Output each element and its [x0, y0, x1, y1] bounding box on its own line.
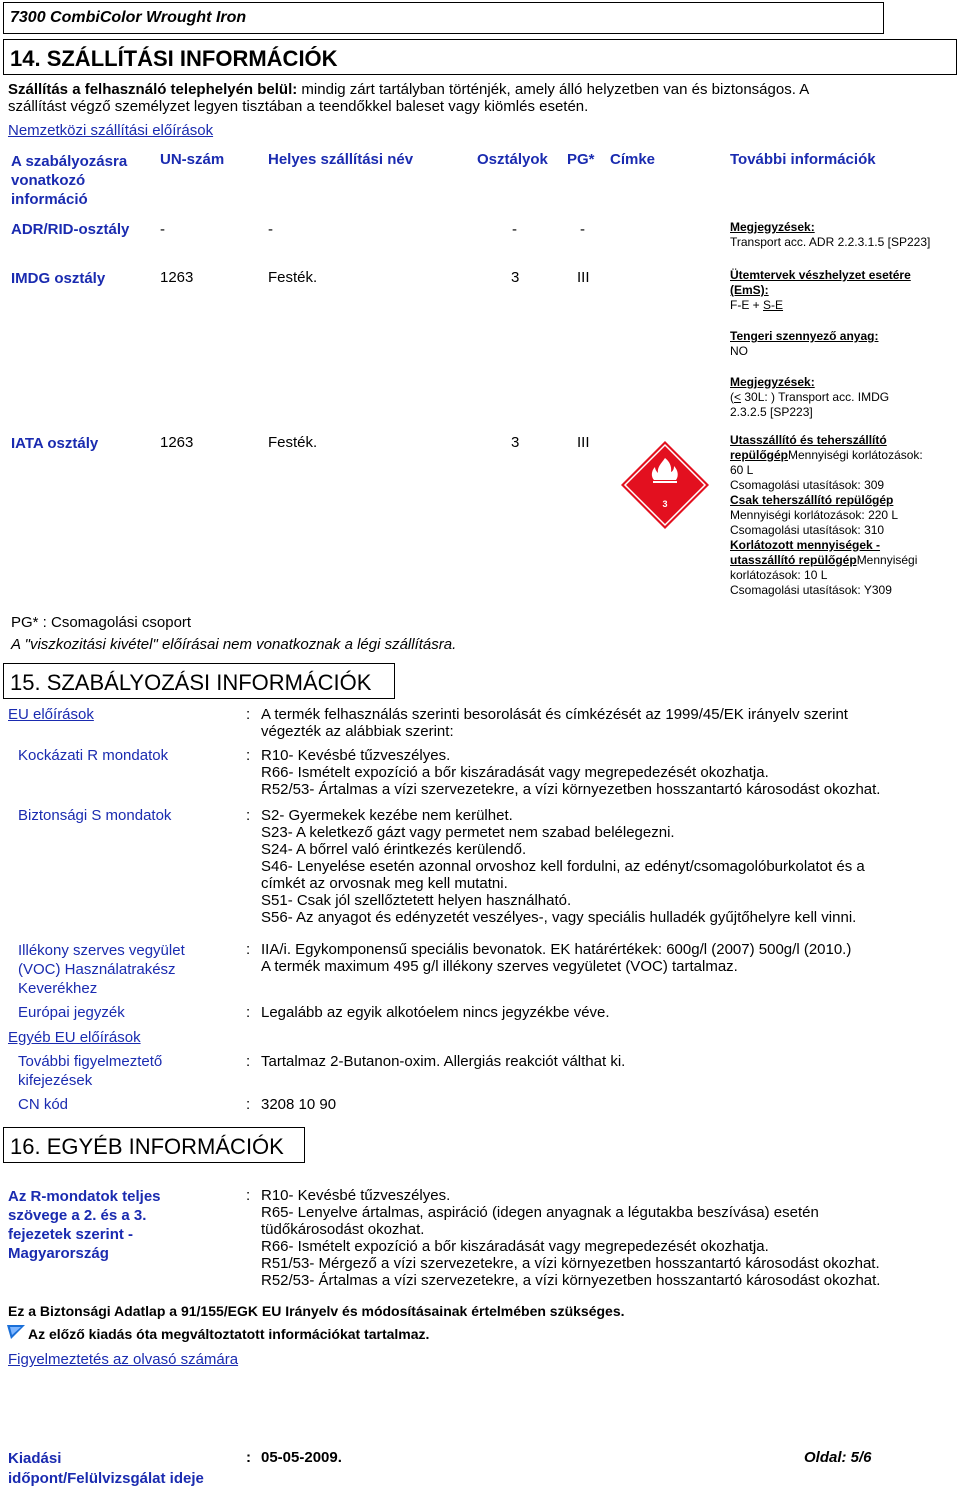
warning-phrases-value: Tartalmaz 2-Butanon-oxim. Allergiás reakciót válthat ki. [261, 1053, 626, 1070]
cn-code-label: CN kód [18, 1096, 69, 1113]
r-phrase-full: R51/53- Mérgező a vízi szervezetekre, a vízi környezetben hosszantartó károsodást okozhat. [261, 1255, 880, 1272]
pax-l3: Csomagolási utasítások: 309 [730, 478, 885, 492]
s-phrase: címkét az orvosnak meg kell mutatni. [261, 875, 508, 892]
directive-statement: Ez a Biztonsági Adatlap a 91/155/EGK EU Irányelv és módosításainak értelmében szükséges. [8, 1303, 625, 1319]
colon: : [246, 807, 251, 824]
header-classes: Osztályok [477, 151, 548, 168]
header-label: Címke [610, 151, 656, 168]
issue-date-label [8, 1449, 204, 1489]
eu-regulations-link[interactable]: EU előírások [8, 706, 94, 723]
lq-title-1: Korlátozott mennyiségek - [730, 538, 881, 552]
intl-transport-link[interactable]: Nemzetközi szállítási előírások [8, 122, 214, 139]
s-phrases-list [261, 807, 951, 926]
imdg-pg: III [577, 269, 590, 286]
header-shipping-name: Helyes szállítási név [268, 151, 414, 168]
iata-class: 3 [511, 434, 520, 451]
section-16-title: 16. EGYÉB INFORMÁCIÓK [10, 1134, 284, 1159]
r-phrase-full: R52/53- Ártalmas a vízi szervezetekre, a vízi környezetben hosszantartó károsodást okozhat. [261, 1272, 881, 1289]
intro-line2: szállítást végző személyzet legyen tisztában a teendőkkel baleset vagy kiömlés esetén. [8, 98, 589, 115]
issue-label-l1: Kiadási [8, 1450, 62, 1467]
s-phrase: S56- Az anyagot és edényzetét veszélyes-, vagy speciális hulladék gyűjtőhelyre kell vinni. [261, 909, 857, 926]
r-phrase: R66- Ismételt expozíció a bőr kiszáradását vagy megrepedezését okozhatja. [261, 764, 769, 781]
imdg-notes [730, 268, 955, 420]
r-phrases-label: Kockázati R mondatok [18, 747, 169, 764]
section-15-heading [3, 663, 395, 699]
rfull-label-l2: szövege a 2. és a 3. [8, 1207, 147, 1224]
colon: : [246, 706, 251, 723]
adr-class: - [512, 221, 517, 238]
cargo-l1: Mennyiségi korlátozások: 220 L [730, 508, 899, 522]
voc-text [261, 941, 951, 975]
voc-label [18, 941, 185, 998]
issue-label-l2: időpont/Felülvizsgálat ideje [8, 1470, 204, 1487]
cargo-title: Csak teherszállító repülőgép [730, 493, 894, 507]
section-16-heading [3, 1127, 305, 1163]
imdg-notes-l1: (< 30L: ) Transport acc. IMDG [730, 390, 890, 404]
marine-pollutant-value: NO [730, 344, 748, 358]
s-phrase: S24- A bőrrel való érintkezés kerülendő. [261, 841, 527, 858]
product-title: 7300 CombiColor Wrought Iron [10, 9, 247, 26]
page-number: Oldal: 5/6 [804, 1449, 872, 1466]
reader-notice-link[interactable]: Figyelmeztetés az olvasó számára [8, 1351, 239, 1368]
intro-bold: Szállítás a felhasználó telephelyén belül: [8, 81, 298, 98]
r-phrases-list [261, 747, 880, 798]
adr-name: - [268, 221, 273, 238]
warning-phrases-label [18, 1052, 162, 1090]
pax-l2: 60 L [730, 463, 754, 477]
eu-l1: A termék felhasználás szerinti besorolását és címkézését az 1999/45/EK irányelv szerint [261, 706, 848, 723]
european-inventory-label: Európai jegyzék [18, 1004, 125, 1021]
voc-label-l3: Keverékhez [18, 980, 98, 997]
voc-label-l2: (VOC) Használatrakész [18, 961, 176, 978]
iata-name: Festék. [268, 434, 318, 451]
lq-l1: Mennyiségi [856, 553, 918, 567]
warning-label-l1: További figyelmeztető [18, 1053, 163, 1070]
adr-notes-title: Megjegyzések: [730, 220, 815, 234]
header-pg: PG* [567, 151, 595, 168]
adr-row-label: ADR/RID-osztály [11, 221, 130, 238]
european-inventory-value: Legalább az egyik alkotóelem nincs jegyzékbe véve. [261, 1004, 610, 1021]
r-phrases-full-label [8, 1187, 161, 1263]
imdg-un: 1263 [160, 269, 194, 286]
ems-codes [730, 298, 955, 313]
rfull-label-l4: Magyarország [8, 1245, 109, 1262]
r-phrase: R10- Kevésbé tűzveszélyes. [261, 747, 451, 764]
section-15-title: 15. SZABÁLYOZÁSI INFORMÁCIÓK [10, 670, 372, 695]
s-phrase: S2- Gyermekek kezébe nem kerülhet. [261, 807, 513, 824]
eu-l2: végezték az alábbiak szerint: [261, 723, 454, 740]
section-14-title: 14. SZÁLLÍTÁSI INFORMÁCIÓK [10, 46, 338, 71]
cn-code-value: 3208 10 90 [261, 1096, 337, 1113]
imdg-row-label: IMDG osztály [11, 270, 106, 287]
r-phrase-full: R10- Kevésbé tűzveszélyes. [261, 1187, 451, 1204]
adr-notes-text: Transport acc. ADR 2.2.3.1.5 [SP223] [730, 235, 931, 249]
change-marker-icon [7, 1325, 25, 1339]
ems-se: S-E [763, 298, 784, 312]
document-header [3, 2, 884, 34]
issue-date-value: 05-05-2009. [261, 1449, 342, 1466]
voc-l2: A termék maximum 495 g/l illékony szerves vegyületet (VOC) tartalmaz. [261, 958, 738, 975]
flammable-liquid-hazard-icon [620, 440, 710, 530]
viscosity-exemption-note: A "viszkozitási kivétel" előírásai nem vonatkoznak a légi szállításra. [11, 636, 457, 653]
ems-fe: F-E + [730, 298, 764, 312]
pax-l1: Mennyiségi korlátozások: [788, 448, 923, 462]
ems-title-1: Ütemtervek vészhelyzet esetére [730, 268, 911, 282]
iata-un: 1263 [160, 434, 194, 451]
imdg-name: Festék. [268, 269, 318, 286]
s-phrase: S51- Csak jól szellőztetett helyen használható. [261, 892, 572, 909]
rfull-label-l1: Az R-mondatok teljes [8, 1188, 161, 1205]
header-regulation-l2: vonatkozó [11, 172, 86, 189]
warning-label-l2: kifejezések [18, 1072, 93, 1089]
s-phrases-label: Biztonsági S mondatok [18, 807, 172, 824]
header-un-number: UN-szám [160, 151, 225, 168]
cargo-l2: Csomagolási utasítások: 310 [730, 523, 885, 537]
imdg-notes-le: < [734, 390, 742, 404]
header-regulation [11, 152, 127, 209]
colon: : [246, 1096, 251, 1113]
marine-pollutant-title: Tengeri szennyező anyag: [730, 329, 879, 343]
colon: : [246, 1004, 251, 1021]
header-extra-info: További információk [730, 151, 876, 168]
ems-title-2: (EmS): [730, 283, 769, 297]
r-phrases-full-list [261, 1187, 951, 1289]
iata-notes [730, 433, 955, 598]
r-phrase-full: tüdőkárosodást okozhat. [261, 1221, 425, 1238]
other-eu-regulations-link[interactable]: Egyéb EU előírások [8, 1029, 141, 1046]
colon: : [246, 1449, 251, 1466]
r-phrase-full: R65- Lenyelve ártalmas, aspiráció (idegen anyagnak a légutakba beszívása) esetén [261, 1204, 819, 1221]
pg-footnote: PG* : Csomagolási csoport [11, 614, 192, 631]
iata-pg: III [577, 434, 590, 451]
rfull-label-l3: fejezetek szerint - [8, 1226, 134, 1243]
lq-title-2: utasszállító repülőgép [730, 553, 857, 567]
changed-info-note: Az előző kiadás óta megváltoztatott információkat tartalmaz. [28, 1326, 430, 1342]
imdg-notes-title: Megjegyzések: [730, 375, 815, 389]
voc-l1: IIA/i. Egykomponensű speciális bevonatok. EK határértékek: 600g/l (2007) 500g/l (2010.) [261, 941, 852, 958]
intro-text: mindig zárt tartályban történjék, amely álló helyzetben van és biztonságos. A [297, 81, 810, 98]
adr-pg: - [580, 221, 585, 238]
section-14-heading [3, 39, 957, 75]
eu-regulations-text [261, 706, 951, 740]
diamond-number: 3 [662, 499, 668, 509]
voc-label-l1: Illékony szerves vegyület [18, 942, 185, 959]
imdg-notes-l2: 2.3.2.5 [SP223] [730, 405, 813, 419]
colon: : [246, 1053, 251, 1070]
r-phrase: R52/53- Ártalmas a vízi szervezetekre, a vízi környezetben hosszantartó károsodást okozhat. [261, 781, 881, 798]
colon: : [246, 941, 251, 958]
pax-title-1: Utasszállító és teherszállító [730, 433, 887, 447]
header-regulation-l3: információ [11, 191, 88, 208]
s-phrase: S23- A keletkező gázt vagy permetet nem szabad belélegezni. [261, 824, 675, 841]
transport-intro [8, 81, 948, 115]
imdg-class: 3 [511, 269, 520, 286]
adr-notes [730, 220, 930, 250]
r-phrase-full: R66- Ismételt expozíció a bőr kiszáradását vagy megrepedezését okozhatja. [261, 1238, 769, 1255]
header-regulation-l1: A szabályozásra [11, 153, 128, 170]
lq-l2: korlátozások: 10 L [730, 568, 828, 582]
s-phrase: S46- Lenyelése esetén azonnal orvoshoz kell fordulni, az edényt/csomagolóburkolatot és a [261, 858, 865, 875]
iata-row-label: IATA osztály [11, 435, 99, 452]
pax-title-2: repülőgép [730, 448, 789, 462]
adr-un: - [160, 221, 165, 238]
colon: : [246, 747, 251, 764]
colon: : [246, 1187, 251, 1204]
lq-l3: Csomagolási utasítások: Y309 [730, 583, 892, 597]
imdg-notes-l1-text: 30L: ) Transport acc. IMDG [741, 390, 890, 404]
